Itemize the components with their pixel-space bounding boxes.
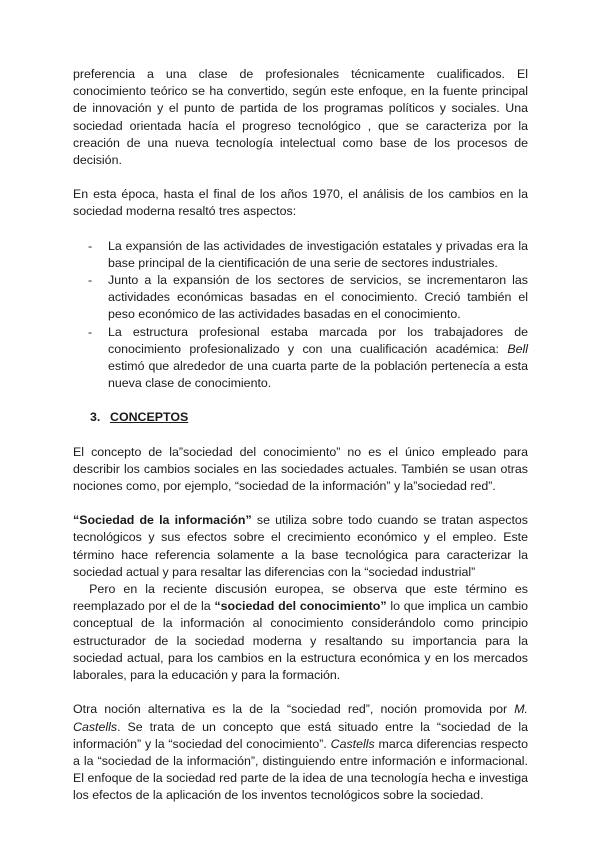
section-title: CONCEPTOS <box>110 410 189 425</box>
list-item-text: Junto a la expansión de los sectores de servicios, se incrementaron las actividades económicas basadas en el conocimiento. Creció también el peso económico de las actividades basadas en el conocimiento. <box>108 273 528 322</box>
paragraph-intro: preferencia a una clase de profesionales técnicamente cualificados. El conocimiento teórico se ha convertido, según este enfoque, en la fuente principal de innovación y el punto de partida de los programas políticos y sociales. Una sociedad orientada hacía el progreso tecnológico , que se caracteriza por la creación de una nueva tecnología intelectual como base de los procesos de decisión. <box>73 67 528 168</box>
aspects-list <box>73 238 528 393</box>
list-dash: - <box>88 238 93 253</box>
author-bell: Bell <box>507 341 528 356</box>
paragraph-text: se utiliza sobre todo cuando se tratan aspectos tecnológicos y sus efectos sobre el crecimiento económico y el empleo. Este término hace referencia solamente a la base tecnológica para caracterizar la sociedad actual y para resaltar las diferencias con la “sociedad industrial” <box>73 513 528 579</box>
list-item-text: La expansión de las actividades de investigación estatales y privadas era la base principal de la cientificación de una serie de sectores industriales. <box>108 238 528 270</box>
list-dash: - <box>88 324 93 339</box>
paragraph-network-society <box>73 701 528 804</box>
list-item <box>73 324 528 393</box>
paragraph-information-society <box>73 512 528 581</box>
list-dash: - <box>88 273 93 288</box>
document-page <box>73 66 532 805</box>
paragraph-text-cont: . Se trata de un concepto que está situado entre la “sociedad de la información” y la “sociedad del conocimiento”. <box>73 719 528 751</box>
list-item <box>73 238 528 272</box>
section-heading <box>73 409 528 426</box>
list-item <box>73 272 528 324</box>
paragraph-text-end: marca diferencias respecto a la “sociedad de la información”, distinguiendo entre información e informacional. El enfoque de la sociedad red parte de la idea de una tecnología hecha e investiga los efectos de la aplicación de los inventos tecnológicos sobre la sociedad. <box>73 736 528 803</box>
paragraph-text: Pero en la reciente discusión europea, se observa que este término es reemplazado por el de la <box>73 582 532 614</box>
paragraph-knowledge-society <box>73 581 532 684</box>
term-information-society: “Sociedad de la información” <box>73 513 252 528</box>
author-castells: M. Castells <box>73 702 528 734</box>
list-item-text: La estructura profesional estaba marcada por los trabajadores de conocimiento profesionalizado y con una cualificación académica: <box>108 324 528 356</box>
paragraph-text-cont: lo que implica un cambio conceptual de la información al conocimiento considerándolo como principio estructurador de la sociedad moderna y resaltando su importancia para la sociedad actual, para los cambios en la estructura económica y en los mercados laborales, para la educación y para la formación. <box>73 599 532 683</box>
list-item-text-cont: estimó que alrededor de una cuarta parte de la población pertenecía a esta nueva clase de conocimiento. <box>108 359 528 391</box>
term-knowledge-society: “sociedad del conocimiento” <box>214 599 387 614</box>
paragraph-text: Otra noción alternativa es la de la “sociedad red”, noción promovida por <box>73 702 515 717</box>
paragraph-concept: El concepto de la”sociedad del conocimiento” no es el único empleado para describir los cambios sociales en las sociedades actuales. También se usan otras nociones como, por ejemplo, “sociedad de la información” y la”sociedad red”. <box>73 444 528 494</box>
paragraph-epoch: En esta época, hasta el final de los años 1970, el análisis de los cambios en la sociedad moderna resaltó tres aspectos: <box>73 187 528 219</box>
author-castells-2: Castells <box>330 736 375 751</box>
section-number: 3. <box>90 410 101 425</box>
